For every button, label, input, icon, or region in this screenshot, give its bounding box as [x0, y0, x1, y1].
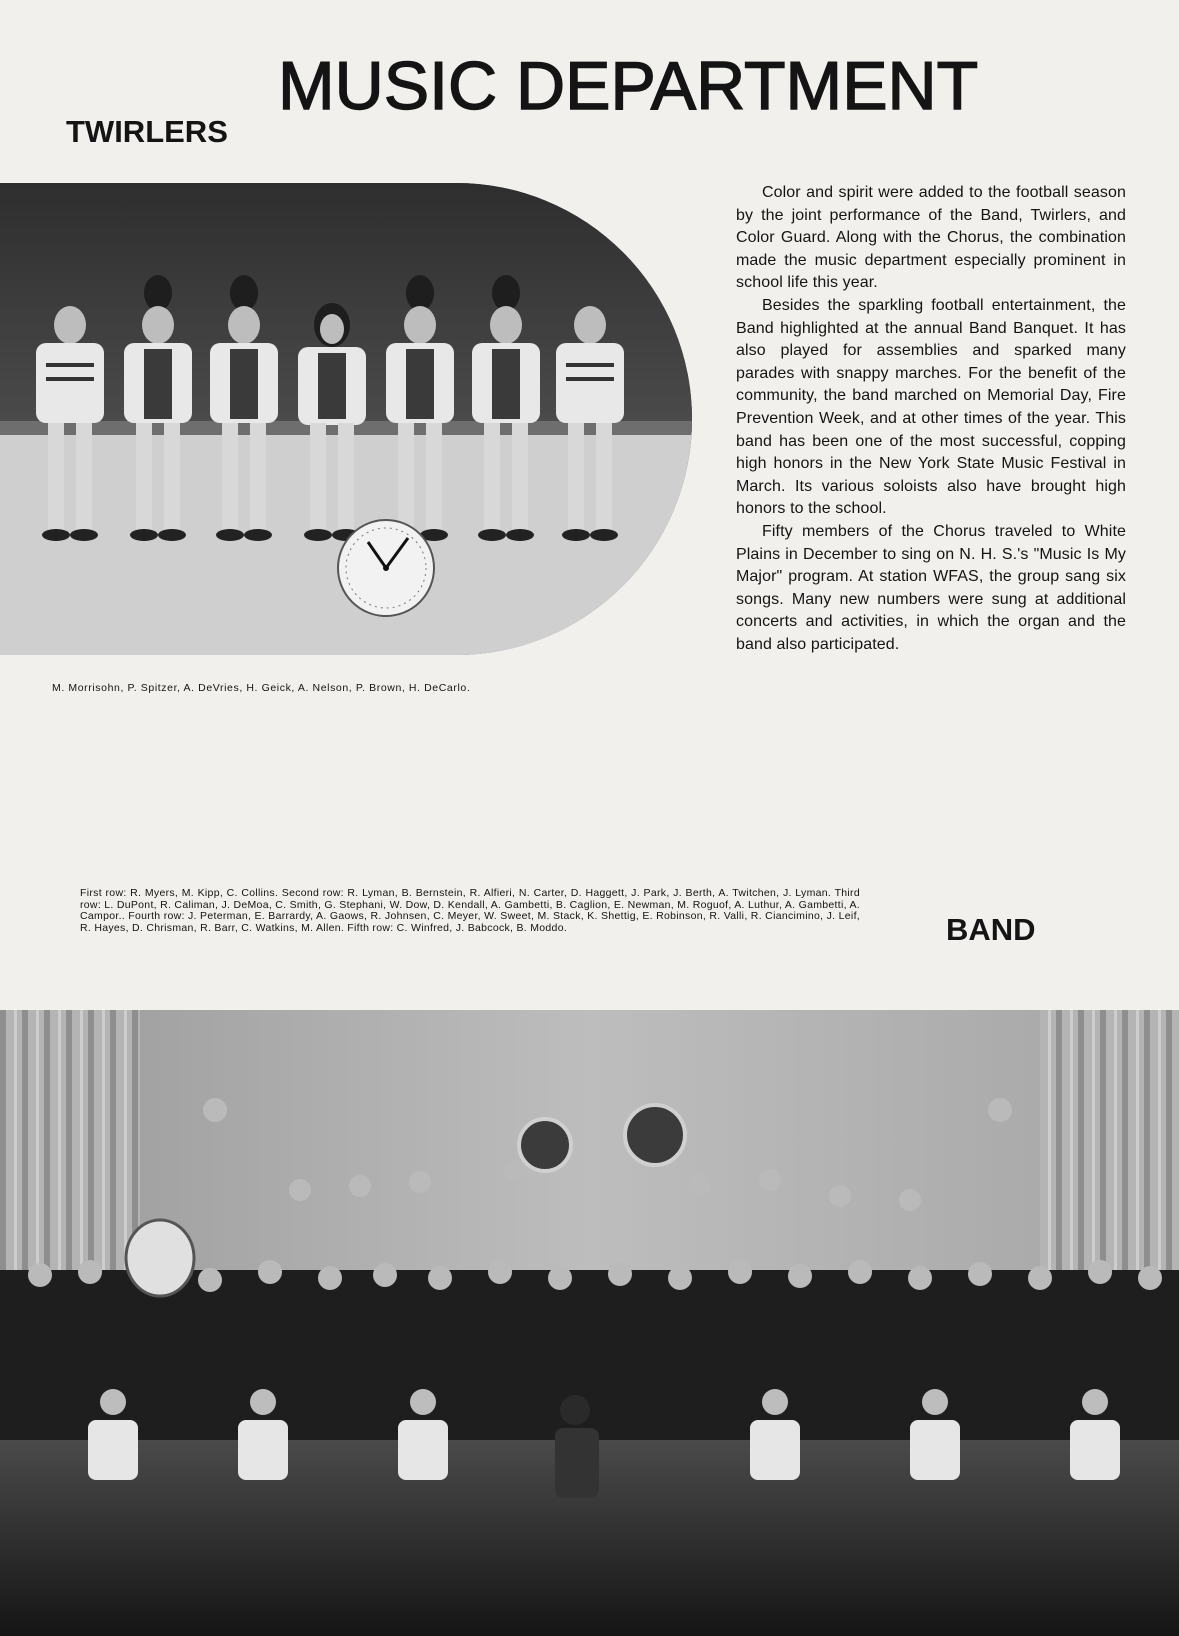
- article-body: [736, 182, 1126, 656]
- twirlers-heading: TWIRLERS: [66, 114, 228, 149]
- clock-icon: [338, 520, 434, 616]
- bass-drum-icon: [126, 1220, 194, 1296]
- article-paragraph: Color and spirit were added to the football season by the joint performance of the Band, Twirlers, and Color Guard. Along with the Chorus, the combination made the music department especially prominent in school life this year.: [736, 184, 1126, 292]
- twirlers-photo: [0, 183, 692, 655]
- article-paragraph: Besides the sparkling football entertainment, the Band highlighted at the annual Band Banquet. It has also played for assemblies and sparked many parades with snappy marches. For the benefit of the community, the band marched on Memorial Day, Fire Prevention Week, and at other times of the year. This band has been one of the most successful, copping high honors in the New York State Music Festival in March. Its various soloists also have brought high honors to the school.: [736, 296, 1126, 518]
- band-heading: BAND: [946, 912, 1036, 947]
- article-paragraph: Fifty members of the Chorus traveled to White Plains in December to sing on N. H. S.'s "Music Is My Major" program. At station WFAS, the group sang six songs. Many new numbers were sung at additional concerts and activities, in which the organ and the band also participated.: [736, 522, 1126, 653]
- twirlers-caption: M. Morrisohn, P. Spitzer, A. DeVries, H. Geick, A. Nelson, P. Brown, H. DeCarlo.: [52, 682, 471, 694]
- page-title: MUSIC DEPARTMENT: [278, 48, 979, 124]
- band-photo: [0, 1010, 1179, 1636]
- band-caption: First row: R. Myers, M. Kipp, C. Collins. Second row: R. Lyman, B. Bernstein, R. Alfieri, N. Carter, D. Haggett, J. Park, J. Berth, A. Twitchen, J. Lyman. Third row: L. DuPont, R. Caliman, J. DeMoa, C. Smith, G. Stephani, W. Dow, D. Kendall, A. Gambetti, B. Caglion, E. Newman, M. Roguof, A. Luthur, A. Gambetti, A. Campor.. Fourth row: J. Peterman, E. Barrardy, A. Gaows, R. Johnsen, C. Meyer, W. Sweet, M. Stack, K. Shettig, E. Robinson, R. Valli, R. Ciancimino, J. Leif, R. Hayes, D. Chrisman, R. Barr, C. Watkins, M. Allen. Fifth row: C. Winfred, J. Babcock, B. Moddo.: [80, 887, 860, 934]
